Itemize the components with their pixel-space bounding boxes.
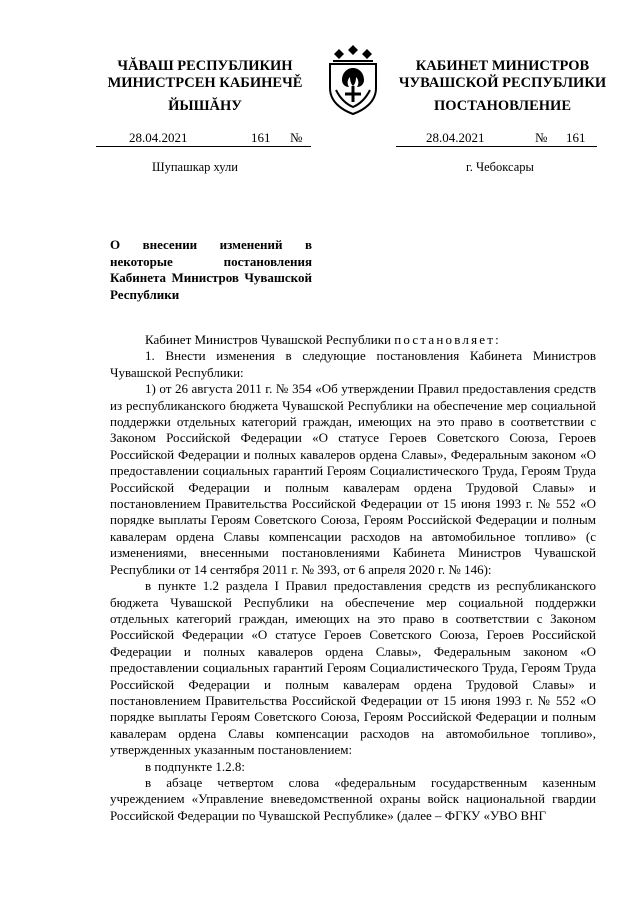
body-paragraph: 1. Внести изменения в следующие постановления Кабинета Министров Чувашской Республики: bbox=[110, 348, 596, 380]
registration-left-date: 28.04.2021 bbox=[129, 130, 188, 145]
issuer-chuvash-line2: МИНИСТРСЕН КАБИНЕЧĚ bbox=[107, 75, 303, 91]
issuer-russian-line1: КАБИНЕТ МИНИСТРОВ bbox=[415, 58, 590, 74]
registration-right bbox=[396, 131, 597, 147]
opening-verb: постановляет: bbox=[394, 332, 501, 347]
body-paragraph: в подпункте 1.2.8: bbox=[145, 758, 245, 774]
registration-right-no-sign: № bbox=[535, 130, 548, 145]
city-russian: г. Чебоксары bbox=[466, 160, 534, 174]
registration-right-date: 28.04.2021 bbox=[426, 130, 485, 145]
registration-right-number: 161 bbox=[566, 130, 586, 145]
document-title: О внесении изменений в некоторые постановления Кабинета Министров Чувашской Республики bbox=[110, 237, 312, 302]
opening-paragraph bbox=[110, 332, 596, 348]
registration-left-number: 161 bbox=[251, 130, 271, 145]
body-paragraph: в пункте 1.2 раздела I Правил предоставления средств из республиканского бюджета Чувашской Республики на обеспечение мер социальной поддержки отдельных категорий граждан, имеющих на это право в соответствии с Законом Российской Федерации «О статусе Героев Советского Союза, Героев Российской Федерации и полных кавалеров ордена Славы», Федеральным законом «О предоставлении социальных гарантий Героям Социалистического Труда, Героям Труда Российской Федерации и полным кавалерам ордена Трудовой Славы» и постановлением Правительства Российской Федерации от 15 июня 1993 г. № 552 «О порядке выплаты Героям Советского Союза, Героям Российской Федерации и полным кавалерам ордена Славы компенсации расходов на автомобильное топливо», утвержденных указанным постановлением: bbox=[110, 578, 596, 758]
issuer-chuvash-line1: ЧĂВАШ РЕСПУБЛИКИН bbox=[117, 58, 293, 74]
issuer-russian-line2: ЧУВАШСКОЙ РЕСПУБЛИКИ bbox=[398, 75, 607, 91]
body-paragraph: 1) от 26 августа 2011 г. № 354 «Об утверждении Правил предоставления средств из республиканского бюджета Чувашской Республики на обеспечение мер социальной поддержки отдельных категорий граждан, имеющих на это право в соответствии с Законом Российской Федерации «О статусе Героев Советского Союза, Героев Российской Федерации и полных кавалеров ордена Славы», Федеральным законом «О предоставлении социальных гарантий Героям Социалистического Труда, Героям Труда Российской Федерации и полным кавалерам ордена Трудовой Славы» и постановлением Правительства Российской Федерации от 15 июня 1993 г. № 552 «О порядке выплаты Героям Советского Союза, Героям Российской Федерации и полным кавалерам ордена Славы компенсации расходов на автомобильное топливо» (с изменениями, внесенными постановлениями Кабинета Министров Чувашской Республики от 14 сентября 2011 г. № 393, от 6 апреля 2020 г. № 146): bbox=[110, 381, 596, 577]
doc-type-chuvash: ЙЫШĂНУ bbox=[168, 98, 242, 114]
issuer-chuvash bbox=[100, 58, 310, 92]
issuer-russian bbox=[390, 58, 615, 92]
body-paragraph: в абзаце четвертом слова «федеральным государственным казенным учреждением «Управление вневедомственной охраны войск национальной гвардии Российской Федерации по Чувашской Республике» (далее – ФГКУ «УВО ВНГ bbox=[110, 774, 596, 823]
doc-type-russian: ПОСТАНОВЛЕНИЕ bbox=[433, 98, 571, 114]
chuvash-coat-of-arms-icon bbox=[320, 40, 386, 120]
registration-left bbox=[96, 131, 311, 147]
city-chuvash: Шупашкар хули bbox=[152, 160, 238, 174]
document-body bbox=[110, 332, 596, 824]
opening-prefix: Кабинет Министров Чувашской Республики bbox=[145, 332, 391, 347]
registration-left-no-sign: № bbox=[290, 130, 303, 145]
